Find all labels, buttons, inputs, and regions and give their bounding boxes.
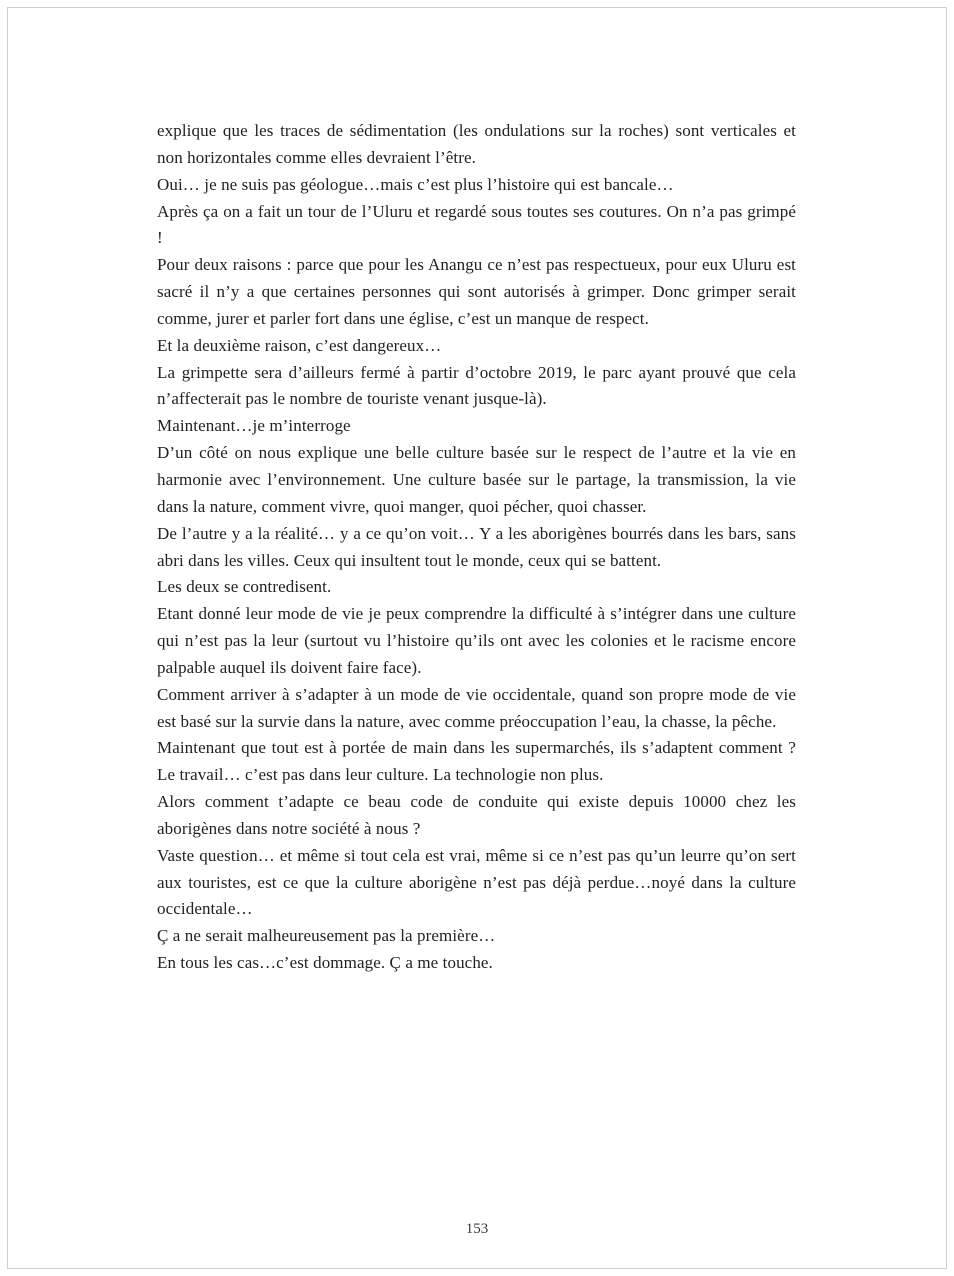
paragraph: En tous les cas…c’est dommage. Ç a me touche. bbox=[157, 953, 493, 973]
paragraph: explique que les traces de sédimentation (les ondulations sur la roches) sont verticales et non horizontales comme elles devraient l’être. bbox=[157, 121, 796, 167]
paragraph: Comment arriver à s’adapter à un mode de vie occidentale, quand son propre mode de vie est basé sur la survie dans la nature, avec comme préoccupation l’eau, la chasse, la pêche. bbox=[157, 684, 796, 731]
paragraph: Maintenant que tout est à portée de main dans les supermarchés, ils s’adaptent comment ? Le travail… c’est pas dans leur culture. La technologie non plus. bbox=[157, 738, 796, 785]
paragraph: La grimpette sera d’ailleurs fermé à partir d’octobre 2019, le parc ayant prouvé que cela n’affecterait pas le nombre de touriste venant jusque-là). bbox=[157, 362, 796, 409]
paragraph: Pour deux raisons : parce que pour les Anangu ce n’est pas respectueux, pour eux Uluru est sacré il n’y a que certaines personnes qui sont autorisés à grimper. Donc grimper serait comme, jurer et parler fort dans une église, c’est un manque de respect. bbox=[157, 255, 796, 328]
paragraph: Les deux se contredisent. bbox=[157, 577, 332, 597]
paragraph: Après ça on a fait un tour de l’Uluru et regardé sous toutes ses coutures. On n’a pas grimpé ! bbox=[157, 201, 796, 248]
paragraph: Alors comment t’adapte ce beau code de conduite qui existe depuis 10000 chez les aborigènes dans notre société à nous ? bbox=[157, 792, 796, 838]
paragraph: Vaste question… et même si tout cela est vrai, même si ce n’est pas qu’un leurre qu’on sert aux touristes, est ce que la culture aborigène n’est pas déjà perdue…noyé dans la culture occidentale… bbox=[157, 845, 796, 919]
paragraph: Oui… je ne suis pas géologue…mais c’est plus l’histoire qui est bancale… bbox=[157, 174, 674, 194]
paragraph: Etant donné leur mode de vie je peux comprendre la difficulté à s’intégrer dans une culture qui n’est pas la leur (surtout vu l’histoire qu’ils ont avec les colonies et le racisme encore palpable auquel ils doivent faire face). bbox=[157, 604, 796, 677]
paragraph: D’un côté on nous explique une belle culture basée sur le respect de l’autre et la vie en harmonie avec l’environnement. Une culture basée sur le partage, la transmission, la vie dans la nature, comment vivre, quoi manger, quoi pécher, quoi chasser. bbox=[157, 443, 796, 516]
paragraph: Maintenant…je m’interroge bbox=[157, 416, 351, 436]
paragraph: Et la deuxième raison, c’est dangereux… bbox=[157, 335, 442, 355]
paragraph: De l’autre y a la réalité… y a ce qu’on voit… Y a les aborigènes bourrés dans les bars, sans abri dans les villes. Ceux qui insultent tout le monde, ceux qui se battent. bbox=[157, 523, 796, 570]
text-block bbox=[157, 118, 796, 977]
page-number: 153 bbox=[465, 1221, 489, 1237]
paragraph: Ç a ne serait malheureusement pas la première… bbox=[157, 926, 496, 946]
